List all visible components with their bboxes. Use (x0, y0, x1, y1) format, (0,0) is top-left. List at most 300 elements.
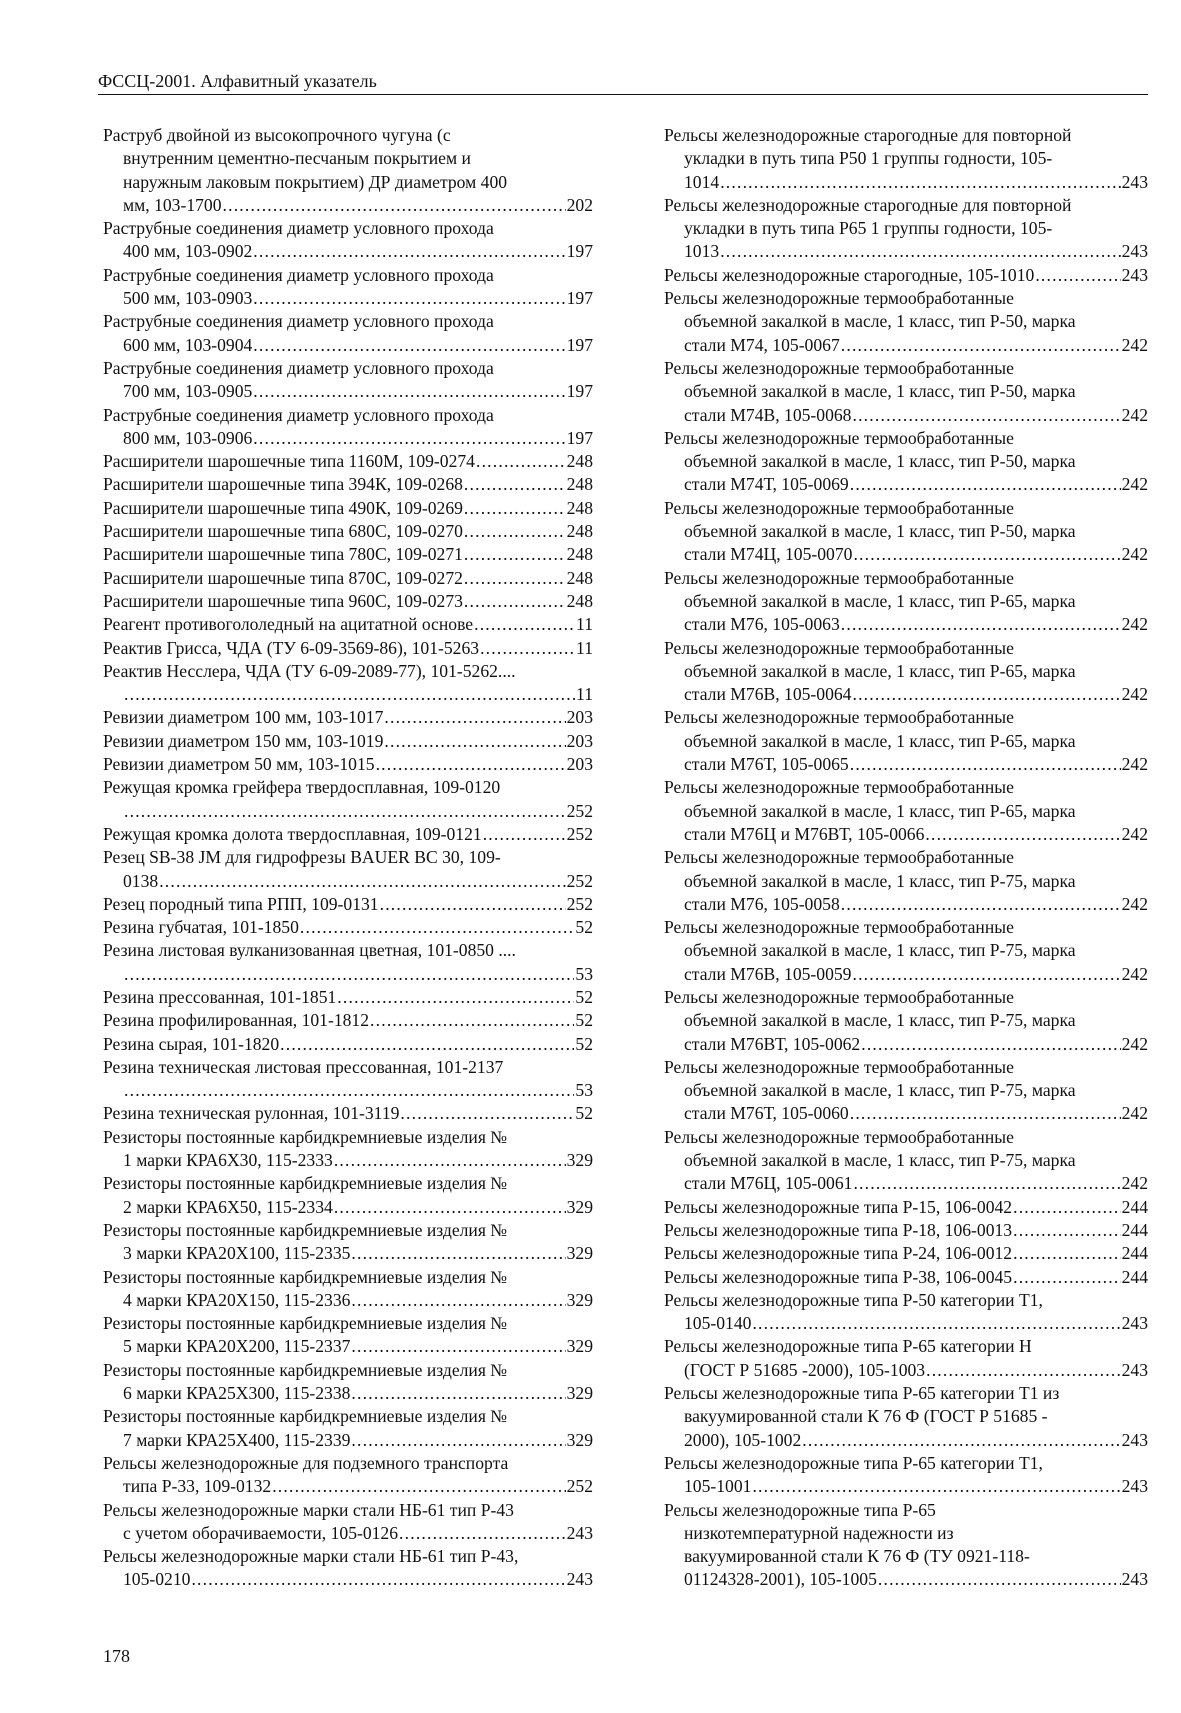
index-entry (664, 567, 1148, 637)
index-page-ref: 252 (566, 823, 593, 844)
index-entry-leader-line (684, 753, 1148, 776)
index-entry-text: 2 марки КРА6Х50, 115-2334 (123, 1196, 333, 1217)
index-page-ref: 197 (566, 334, 593, 355)
index-entry-text: 800 мм, 103-0906 (123, 427, 253, 448)
index-entry-line: Резец SB-38 JM для гидрофрезы BAUER BC 30, 109- (103, 847, 501, 868)
index-entry-leader-line (123, 1568, 593, 1591)
dot-leader (159, 870, 565, 893)
index-entry-leader-line (684, 404, 1148, 427)
index-entry (664, 1196, 1148, 1219)
index-page-ref: 243 (1121, 241, 1148, 262)
index-entry-line: Раструбные соединения диаметр условного прохода (103, 357, 494, 378)
index-entry-leader-line (664, 1266, 1148, 1289)
dot-leader (124, 683, 575, 706)
index-entry-text: типа Р-33, 109-0132 (123, 1476, 272, 1497)
index-entry (664, 1126, 1148, 1196)
dot-leader (1013, 1196, 1121, 1219)
index-entry-text: Ревизии диаметром 150 мм, 103-1019 (103, 730, 384, 751)
index-entry-leader-line (103, 916, 593, 939)
dot-leader (464, 590, 566, 613)
index-entry-text: Резина прессованная, 101-1851 (103, 986, 337, 1007)
index-entry (664, 194, 1148, 264)
index-page-ref: 202 (566, 194, 593, 215)
index-entry (664, 1266, 1148, 1289)
index-entry-leader-line (123, 194, 593, 217)
index-entry (103, 1172, 593, 1219)
index-page-ref: 248 (566, 590, 593, 611)
index-entry (103, 1033, 593, 1056)
index-entry-leader-line (123, 1522, 593, 1545)
index-page-ref: 242 (1121, 1173, 1148, 1194)
page-number: 178 (103, 1646, 130, 1666)
index-entry (664, 287, 1148, 357)
dot-leader (384, 730, 565, 753)
dot-leader (253, 334, 565, 357)
dot-leader (191, 1568, 565, 1591)
index-entry (664, 1056, 1148, 1126)
index-entry (664, 776, 1148, 846)
dot-leader (464, 543, 566, 566)
index-page-ref: 242 (1121, 614, 1148, 635)
index-page-ref: 329 (566, 1150, 593, 1171)
dot-leader (124, 800, 566, 823)
index-page-ref: 248 (566, 451, 593, 472)
index-entry-leader-line (103, 613, 593, 636)
index-entry (103, 613, 593, 636)
index-entry (103, 1499, 593, 1546)
index-page-ref: 11 (576, 684, 593, 705)
index-entry (103, 217, 593, 264)
index-page-ref: 248 (566, 474, 593, 495)
dot-leader (841, 334, 1121, 357)
index-entry-leader-line (684, 1312, 1148, 1335)
index-entry-text: Резец породный типа РПП, 109-0131 (103, 893, 379, 914)
index-entry-text: 400 мм, 103-0902 (123, 241, 253, 262)
index-page-ref: 244 (1121, 1243, 1148, 1264)
index-entry-leader-line (123, 334, 593, 357)
dot-leader (351, 1289, 565, 1312)
index-entry-line: Раструбные соединения диаметр условного прохода (103, 264, 494, 285)
index-entry (664, 706, 1148, 776)
index-entry-text: 1014 (684, 171, 720, 192)
index-entry-leader-line (123, 1149, 593, 1172)
index-entry-leader-line (123, 240, 593, 263)
index-entry (103, 520, 593, 543)
dot-leader (351, 1429, 565, 1452)
index-entry-text: Расширители шарошечные типа 680С, 109-0270 (103, 521, 463, 542)
index-entry (664, 916, 1148, 986)
index-entry-leader-line (123, 800, 593, 823)
index-page-ref: 329 (566, 1243, 593, 1264)
index-entry-line: Рельсы железнодорожные термообработанные (664, 986, 1014, 1007)
dot-leader (1013, 1219, 1121, 1242)
dot-leader (351, 1335, 565, 1358)
index-entry-text: Рельсы железнодорожные типа Р-38, 106-0045 (664, 1266, 1013, 1287)
index-entry-line: объемной закалкой в масле, 1 класс, тип Р-50, марка (684, 521, 1076, 542)
index-entry-text: стали М76, 105-0063 (684, 614, 840, 635)
dot-leader (852, 683, 1120, 706)
index-page-ref: 243 (1121, 264, 1148, 285)
index-entry (103, 1126, 593, 1173)
dot-leader (878, 1568, 1121, 1591)
index-page-ref: 52 (575, 917, 593, 938)
index-page-ref: 52 (575, 1103, 593, 1124)
index-entry (664, 637, 1148, 707)
index-entry-line: Резисторы постоянные карбидкремниевые изделия № (103, 1266, 508, 1287)
index-entry-line: Резисторы постоянные карбидкремниевые изделия № (103, 1406, 508, 1427)
index-entry-text: стали М76Ц и М76ВТ, 105-0066 (684, 823, 925, 844)
index-page-ref: 242 (1121, 963, 1148, 984)
index-entry-leader-line (103, 520, 593, 543)
index-entry-line: объемной закалкой в масле, 1 класс, тип Р-75, марка (684, 1080, 1076, 1101)
index-entry-text: 500 мм, 103-0903 (123, 288, 253, 309)
index-entry (103, 939, 593, 986)
index-page-ref: 243 (1121, 1313, 1148, 1334)
dot-leader (380, 893, 566, 916)
index-entry-line: укладки в путь типа Р65 1 группы годности, 105- (684, 218, 1053, 239)
index-entry (103, 1545, 593, 1592)
index-entry-text: Режущая кромка долота твердосплавная, 109-0121 (103, 823, 482, 844)
index-page-ref: 52 (575, 1033, 593, 1054)
index-entry (103, 1266, 593, 1313)
index-entry-leader-line (103, 567, 593, 590)
dot-leader (720, 240, 1120, 263)
index-entry-line: объемной закалкой в масле, 1 класс, тип Р-75, марка (684, 870, 1076, 891)
index-entry (103, 497, 593, 520)
index-entry (664, 846, 1148, 916)
dot-leader (376, 753, 566, 776)
index-page-ref: 248 (566, 521, 593, 542)
index-entry (103, 310, 593, 357)
index-entry (103, 776, 593, 823)
dot-leader (926, 1359, 1121, 1382)
index-entry-text: 5 марки КРА20Х200, 115-2337 (123, 1336, 351, 1357)
index-column-left (103, 124, 593, 1592)
index-entry-text: 1 марки КРА6Х30, 115-2333 (123, 1150, 333, 1171)
index-entry (103, 1312, 593, 1359)
index-entry-line: Резина техническая листовая прессованная, 101-2137 (103, 1056, 504, 1077)
index-entry-leader-line (684, 893, 1148, 916)
index-page-ref: 242 (1121, 823, 1148, 844)
index-entry (103, 1056, 593, 1103)
index-entry-leader-line (123, 1382, 593, 1405)
index-entry-leader-line (123, 1079, 593, 1102)
index-page-ref: 242 (1121, 1103, 1148, 1124)
index-entry-leader-line (123, 1242, 593, 1265)
dot-leader (853, 543, 1120, 566)
index-entry-text: 105-0210 (123, 1569, 191, 1590)
index-entry-text: Расширители шарошечные типа 870С, 109-0272 (103, 567, 463, 588)
dot-leader (280, 1033, 574, 1056)
index-entry-leader-line (684, 683, 1148, 706)
index-entry (103, 1359, 593, 1406)
dot-leader (480, 637, 575, 660)
index-entry-leader-line (103, 893, 593, 916)
index-entry-line: Рельсы железнодорожные термообработанные (664, 917, 1014, 938)
index-entry (103, 846, 593, 893)
index-page-ref: 242 (1121, 334, 1148, 355)
index-entry-line: Раструбные соединения диаметр условного прохода (103, 311, 494, 332)
index-entry-line: объемной закалкой в масле, 1 класс, тип Р-75, марка (684, 940, 1076, 961)
index-entry-text: Рельсы железнодорожные старогодные, 105-1010 (664, 264, 1035, 285)
index-entry-line: Рельсы железнодорожные марки стали НБ-61 тип Р-43, (103, 1546, 519, 1567)
index-entry-leader-line (684, 823, 1148, 846)
index-entry-text: Рельсы железнодорожные типа Р-18, 106-0013 (664, 1219, 1013, 1240)
index-page-ref: 243 (1121, 1359, 1148, 1380)
dot-leader (223, 194, 566, 217)
index-entry-line: Рельсы железнодорожные термообработанные (664, 1056, 1014, 1077)
index-page-ref: 197 (566, 241, 593, 262)
index-entry (103, 753, 593, 776)
dot-leader (720, 171, 1120, 194)
index-entry-leader-line (684, 473, 1148, 496)
index-entry (103, 124, 593, 217)
index-entry (103, 706, 593, 729)
index-page-ref: 197 (566, 427, 593, 448)
index-entry-line: Резина листовая вулканизованная цветная, 101-0850 .... (103, 940, 516, 961)
index-page-ref: 248 (566, 567, 593, 588)
index-entry-leader-line (103, 497, 593, 520)
index-entry (103, 1405, 593, 1452)
dot-leader (841, 613, 1121, 636)
index-page-ref: 242 (1121, 474, 1148, 495)
index-entry-text: стали М76ВТ, 105-0062 (684, 1033, 861, 1054)
index-entry (103, 660, 593, 707)
index-page-ref: 242 (1121, 754, 1148, 775)
index-entry (103, 986, 593, 1009)
dot-leader (841, 893, 1121, 916)
index-entry (664, 264, 1148, 287)
index-entry-text: 105-1001 (684, 1476, 752, 1497)
index-entry (103, 1009, 593, 1032)
dot-leader (253, 380, 565, 403)
index-entry-text: стали М76, 105-0058 (684, 893, 840, 914)
index-entry (103, 823, 593, 846)
index-entry-text: (ГОСТ Р 51685 -2000), 105-1003 (684, 1359, 926, 1380)
index-entry-leader-line (684, 613, 1148, 636)
index-entry-leader-line (103, 823, 593, 846)
dot-leader (852, 404, 1120, 427)
dot-leader (850, 473, 1121, 496)
index-entry-leader-line (103, 753, 593, 776)
index-entry-line: Реактив Несслера, ЧДА (ТУ 6-09-2089-77), 101-5262.... (103, 660, 516, 681)
index-entry-line: Рельсы железнодорожные типа Р-65 категории Т1 из (664, 1383, 1060, 1404)
index-page-ref: 252 (566, 870, 593, 891)
dot-leader (861, 1033, 1120, 1056)
index-entry-text: стали М74В, 105-0068 (684, 404, 852, 425)
index-entry-line: Раструб двойной из высокопрочного чугуна (с (103, 125, 451, 145)
index-page-ref: 197 (566, 381, 593, 402)
index-page-ref: 243 (1121, 1569, 1148, 1590)
index-entry-text: стали М74Ц, 105-0070 (684, 544, 853, 565)
index-entry-leader-line (684, 963, 1148, 986)
index-entry-text: 01124328-2001), 105-1005 (684, 1569, 877, 1590)
index-entry-leader-line (684, 334, 1148, 357)
index-entry-line: объемной закалкой в масле, 1 класс, тип Р-65, марка (684, 660, 1076, 681)
index-entry-leader-line (684, 1568, 1148, 1591)
index-entry-line: Рельсы железнодорожные термообработанные (664, 357, 1014, 378)
dot-leader (483, 823, 566, 846)
index-page-ref: 243 (566, 1569, 593, 1590)
index-entry-line: Рельсы железнодорожные типа Р-50 категории Т1, (664, 1289, 1043, 1310)
index-entry-leader-line (103, 590, 593, 613)
dot-leader (476, 450, 566, 473)
index-entry-line: объемной закалкой в масле, 1 класс, тип Р-65, марка (684, 800, 1076, 821)
dot-leader (1013, 1266, 1121, 1289)
index-entry (103, 1219, 593, 1266)
index-entry-text: Резина сырая, 101-1820 (103, 1033, 280, 1054)
index-page-ref: 242 (1121, 893, 1148, 914)
index-entry-line: Рельсы железнодорожные термообработанные (664, 288, 1014, 309)
dot-leader (351, 1382, 565, 1405)
index-entry (664, 1289, 1148, 1336)
index-entry (103, 567, 593, 590)
index-entry-line: объемной закалкой в масле, 1 класс, тип Р-75, марка (684, 1150, 1076, 1171)
index-entry (103, 590, 593, 613)
index-entry-leader-line (684, 1429, 1148, 1452)
index-entry (103, 404, 593, 451)
index-entry-leader-line (664, 1196, 1148, 1219)
index-entry-text: Резина профилированная, 101-1812 (103, 1010, 370, 1031)
dot-leader (400, 1102, 574, 1125)
index-entry-line: наружным лаковым покрытием) ДР диаметром 400 (123, 171, 508, 192)
index-entry-line: Рельсы железнодорожные термообработанные (664, 427, 1014, 448)
dot-leader (464, 473, 566, 496)
index-entry-leader-line (684, 171, 1148, 194)
index-page-ref: 244 (1121, 1196, 1148, 1217)
index-entry-line: Рельсы железнодорожные типа Р-65 категории Т1, (664, 1452, 1043, 1473)
index-page-ref: 243 (1121, 171, 1148, 192)
index-entry (103, 916, 593, 939)
index-entry-text: стали М76В, 105-0059 (684, 963, 852, 984)
index-entry (664, 1219, 1148, 1242)
index-page-ref: 197 (566, 288, 593, 309)
dot-leader (334, 1149, 566, 1172)
index-entry-leader-line (684, 543, 1148, 566)
index-entry-line: Резисторы постоянные карбидкремниевые изделия № (103, 1173, 508, 1194)
index-entry-leader-line (103, 543, 593, 566)
index-entry-text: 0138 (123, 870, 159, 891)
dot-leader (752, 1312, 1120, 1335)
index-entry (103, 357, 593, 404)
index-entry (103, 1452, 593, 1499)
index-page-ref: 11 (576, 637, 593, 658)
dot-leader (1013, 1242, 1121, 1265)
index-page-ref: 243 (1121, 1429, 1148, 1450)
index-entry-line: Рельсы железнодорожные типа Р-65 категории Н (664, 1336, 1032, 1357)
index-entry-leader-line (103, 473, 593, 496)
index-entry (664, 497, 1148, 567)
index-entry (664, 1452, 1148, 1499)
index-entry-text: Реактив Грисса, ЧДА (ТУ 6-09-3569-86), 101-5263 (103, 637, 480, 658)
index-page-ref: 242 (1121, 544, 1148, 565)
index-page-ref: 243 (566, 1522, 593, 1543)
index-entry-line: Рельсы железнодорожные термообработанные (664, 497, 1014, 518)
index-entry-leader-line (123, 963, 593, 986)
dot-leader (253, 240, 565, 263)
index-page-ref: 329 (566, 1289, 593, 1310)
index-entry-text: 700 мм, 103-0905 (123, 381, 253, 402)
index-entry-text: стали М76Т, 105-0060 (684, 1103, 849, 1124)
dot-leader (253, 427, 565, 450)
index-entry-line: Рельсы железнодорожные термообработанные (664, 1126, 1014, 1147)
index-page-ref: 11 (576, 614, 593, 635)
index-entry-leader-line (123, 287, 593, 310)
index-entry-line: Резисторы постоянные карбидкремниевые изделия № (103, 1359, 508, 1380)
dot-leader (925, 823, 1120, 846)
index-entry-leader-line (103, 986, 593, 1009)
index-entry-line: укладки в путь типа Р50 1 группы годности, 105- (684, 148, 1053, 169)
index-entry (103, 730, 593, 753)
index-entry-text: стали М74, 105-0067 (684, 334, 840, 355)
dot-leader (1035, 264, 1120, 287)
index-page-ref: 203 (566, 707, 593, 728)
index-page-ref: 244 (1121, 1219, 1148, 1240)
index-entry (664, 1499, 1148, 1592)
index-page-ref: 242 (1121, 1033, 1148, 1054)
index-entry-text: с учетом оборачиваемости, 105-0126 (123, 1522, 399, 1543)
dot-leader (337, 986, 574, 1009)
index-entry-leader-line (103, 706, 593, 729)
index-entry (103, 450, 593, 473)
index-page-ref: 242 (1121, 684, 1148, 705)
index-entry (664, 986, 1148, 1056)
index-entry-text: Расширители шарошечные типа 960С, 109-0273 (103, 590, 463, 611)
index-entry-leader-line (103, 1009, 593, 1032)
dot-leader (124, 963, 574, 986)
index-entry-text: 1013 (684, 241, 720, 262)
index-entry-line: Резисторы постоянные карбидкремниевые изделия № (103, 1219, 508, 1240)
index-entry-line: Рельсы железнодорожные термообработанные (664, 707, 1014, 728)
dot-leader (802, 1429, 1120, 1452)
dot-leader (850, 753, 1121, 776)
index-entry-text: стали М76Т, 105-0065 (684, 754, 849, 775)
index-entry-leader-line (103, 1033, 593, 1056)
index-entry-line: Резисторы постоянные карбидкремниевые изделия № (103, 1313, 508, 1334)
index-entry-text: стали М74Т, 105-0069 (684, 474, 849, 495)
dot-leader (464, 520, 566, 543)
index-page-ref: 252 (566, 1476, 593, 1497)
index-entry-leader-line (123, 1429, 593, 1452)
index-entry-leader-line (103, 637, 593, 660)
index-entry-leader-line (664, 264, 1148, 287)
index-entry-text: стали М76В, 105-0064 (684, 684, 852, 705)
index-entry-text: 600 мм, 103-0904 (123, 334, 253, 355)
index-entry (103, 264, 593, 311)
index-entry-text: 3 марки КРА20Х100, 115-2335 (123, 1243, 351, 1264)
index-page-ref: 248 (566, 544, 593, 565)
index-entry-leader-line (123, 427, 593, 450)
index-entry-leader-line (684, 240, 1148, 263)
index-entry-leader-line (103, 450, 593, 473)
dot-leader (752, 1475, 1120, 1498)
index-entry-text: Расширители шарошечные типа 490К, 109-0269 (103, 497, 463, 518)
index-entry-line: объемной закалкой в масле, 1 класс, тип Р-65, марка (684, 730, 1076, 751)
index-entry-text: 105-0140 (684, 1313, 752, 1334)
index-entry (664, 1242, 1148, 1265)
index-entry-text: 7 марки КРА25Х400, 115-2339 (123, 1429, 351, 1450)
index-entry-text: Резина техническая рулонная, 101-3119 (103, 1103, 400, 1124)
index-column-right (664, 124, 1148, 1592)
dot-leader (399, 1522, 566, 1545)
index-page-ref: 329 (566, 1383, 593, 1404)
index-entry-line: Резисторы постоянные карбидкремниевые изделия № (103, 1126, 508, 1147)
index-page-ref: 53 (575, 1080, 593, 1101)
dot-leader (334, 1196, 566, 1219)
index-entry-line: Рельсы железнодорожные термообработанные (664, 637, 1014, 658)
dot-leader (474, 613, 575, 636)
header-title: ФССЦ-2001. Алфавитный указатель (98, 71, 377, 91)
